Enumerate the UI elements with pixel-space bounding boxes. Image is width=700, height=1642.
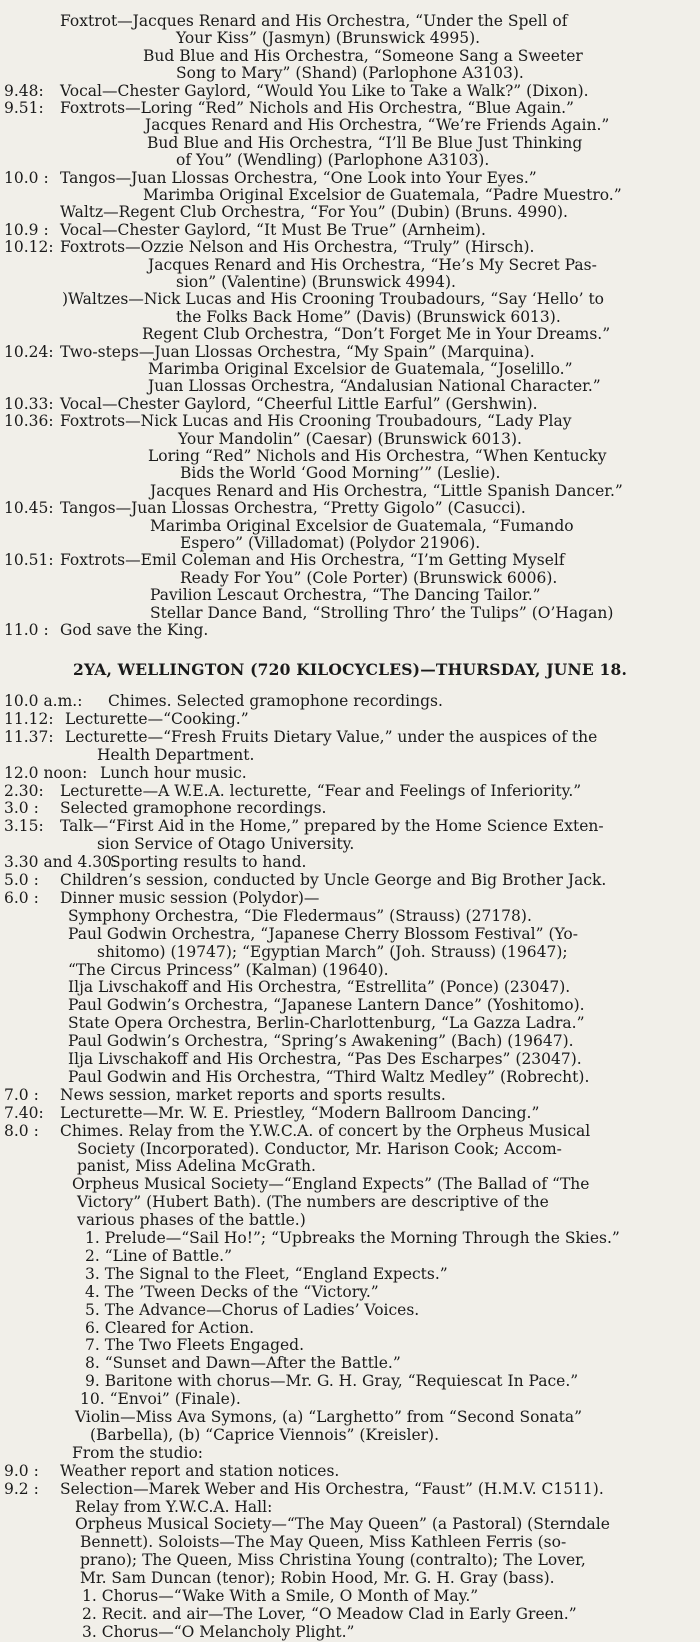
listing-text: Ready For You” (Cole Porter) (Brunswick 6006). bbox=[180, 568, 558, 587]
listing-text: Sporting results to hand. bbox=[110, 853, 307, 872]
time-stamp: 11.0 : bbox=[4, 621, 49, 639]
listing-text: Jacques Renard and His Orchestra, “We’re Friends Again.” bbox=[145, 116, 610, 135]
listing-text: )Waltzes—Nick Lucas and His Crooning Troubadours, “Say ‘Hello’ to bbox=[62, 290, 605, 309]
listing-text: Children’s session, conducted by Uncle George and Big Brother Jack. bbox=[60, 871, 607, 889]
listing-text: God save the King. bbox=[60, 621, 209, 639]
listing-text: 4. The ’Tween Decks of the “Victory.” bbox=[85, 1282, 379, 1301]
listing-text: sion Service of Otago University. bbox=[97, 835, 355, 854]
listing-text: Violin—Miss Ava Symons, (a) “Larghetto” from “Second Sonata” bbox=[75, 1408, 583, 1426]
time-stamp: 7.0 : bbox=[4, 1085, 39, 1104]
listing-text: Juan Llossas Orchestra, “Andalusian National Character.” bbox=[148, 377, 601, 396]
listing-text: panist, Miss Adelina McGrath. bbox=[77, 1157, 316, 1176]
time-stamp: 3.0 : bbox=[4, 799, 39, 818]
listing-text: Your Mandolin” (Caesar) (Brunswick 6013). bbox=[178, 429, 522, 448]
time-stamp: 9.2 : bbox=[4, 1479, 39, 1498]
listing-text: Jacques Renard and His Orchestra, “Little Spanish Dancer.” bbox=[150, 481, 623, 500]
listing-text: shitomo) (19747); “Egyptian March” (Joh. Strauss) (19647); bbox=[97, 942, 568, 961]
listing-text: 7. The Two Fleets Engaged. bbox=[85, 1336, 305, 1355]
listing-text: Paul Godwin’s Orchestra, “Spring’s Awakening” (Bach) (19647). bbox=[68, 1032, 574, 1051]
time-stamp: 10.12: bbox=[4, 238, 54, 257]
listing-text: Paul Godwin Orchestra, “Japanese Cherry Blossom Festival” (Yo- bbox=[68, 924, 578, 943]
time-stamp: 10.36: bbox=[4, 412, 54, 431]
listing-text: Bud Blue and His Orchestra, “I’ll Be Blue Just Thinking bbox=[147, 133, 583, 152]
listing-text: 10. “Envoi” (Finale). bbox=[80, 1390, 241, 1409]
listing-text: Espero” (Villadomat) (Polydor 21906). bbox=[180, 534, 481, 552]
listing-text: Chimes. Relay from the Y.W.C.A. of concert by the Orpheus Musical bbox=[60, 1121, 591, 1140]
listing-text: Waltz—Regent Club Orchestra, “For You” (Dubin) (Bruns. 4990). bbox=[60, 203, 568, 222]
listing-text: of You” (Wendling) (Parlophone A3103). bbox=[176, 151, 490, 170]
station-heading: 2YA, WELLINGTON (720 KILOCYCLES)—THURSDAY, JUNE 18. bbox=[72, 660, 628, 679]
time-stamp: 10.0 : bbox=[4, 168, 49, 187]
listing-text: Mr. Sam Duncan (tenor); Robin Hood, Mr. G. H. Gray (bass). bbox=[80, 1569, 555, 1588]
time-stamp: 2.30: bbox=[4, 781, 44, 800]
time-stamp: 10.24: bbox=[4, 342, 54, 361]
listing-text: Relay from Y.W.C.A. Hall: bbox=[75, 1497, 273, 1516]
time-stamp: 7.40: bbox=[4, 1103, 44, 1122]
listing-text: Loring “Red” Nichols and His Orchestra, “When Kentucky bbox=[148, 447, 607, 465]
listing-text: Foxtrots—Ozzie Nelson and His Orchestra, “Truly” (Hirsch). bbox=[60, 238, 535, 257]
listing-text: 1. Chorus—“Wake With a Smile, O Month of May.” bbox=[82, 1587, 479, 1605]
listing-text: 3. Chorus—“O Melancholy Plight.” bbox=[82, 1622, 355, 1641]
listing-text: Talk—“First Aid in the Home,” prepared by the Home Science Exten- bbox=[60, 817, 604, 836]
listing-text: Lecturette—Mr. W. E. Priestley, “Modern Ballroom Dancing.” bbox=[60, 1103, 540, 1122]
time-stamp: 10.9 : bbox=[4, 220, 49, 239]
listing-text: Marimba Original Excelsior de Guatemala, “Joselillo.” bbox=[148, 360, 573, 378]
listing-text: Tangos—Juan Llossas Orchestra, “One Look into Your Eyes.” bbox=[60, 168, 537, 187]
listing-text: Orpheus Musical Society—“The May Queen” (a Pastoral) (Sterndale bbox=[75, 1515, 610, 1534]
listing-text: Orpheus Musical Society—“England Expects” (The Ballad of “The bbox=[72, 1175, 590, 1194]
listing-text: Song to Mary” (Shand) (Parlophone A3103). bbox=[176, 64, 524, 83]
listing-text: Tangos—Juan Llossas Orchestra, “Pretty Gigolo” (Casucci). bbox=[60, 499, 526, 518]
listing-text: Stellar Dance Band, “Strolling Thro’ the Tulips” (O’Hagan) bbox=[150, 603, 614, 622]
listing-text: Victory” (Hubert Bath). (The numbers are descriptive of the bbox=[77, 1193, 549, 1212]
listing-text: Your Kiss” (Jasmyn) (Brunswick 4995). bbox=[176, 29, 481, 48]
time-stamp: 3.30 and 4.30: bbox=[4, 853, 118, 872]
time-stamp: 3.15: bbox=[4, 817, 44, 836]
listing-text: 1. Prelude—“Sail Ho!”; “Upbreaks the Morning Through the Skies.” bbox=[85, 1229, 620, 1247]
listing-text: various phases of the battle.) bbox=[77, 1211, 306, 1230]
listing-text: Weather report and station notices. bbox=[60, 1461, 340, 1480]
listing-text: “The Circus Princess” (Kalman) (19640). bbox=[68, 960, 389, 979]
time-stamp: 12.0 noon: bbox=[4, 763, 88, 782]
listing-text: Paul Godwin and His Orchestra, “Third Waltz Medley” (Robrecht). bbox=[68, 1067, 590, 1086]
listing-text: Paul Godwin’s Orchestra, “Japanese Lantern Dance” (Yoshitomo). bbox=[68, 996, 585, 1015]
time-stamp: 9.51: bbox=[4, 99, 44, 117]
time-stamp: 11.12: bbox=[4, 709, 54, 728]
listing-text: 3. The Signal to the Fleet, “England Expects.” bbox=[85, 1264, 448, 1283]
listing-text: 2. Recit. and air—The Lover, “O Meadow Clad in Early Green.” bbox=[82, 1604, 577, 1623]
listing-text: Symphony Orchestra, “Die Fledermaus” (Strauss) (27178). bbox=[68, 906, 532, 925]
listing-text: Bids the World ‘Good Morning’” (Leslie). bbox=[180, 464, 501, 483]
listing-text: 2. “Line of Battle.” bbox=[85, 1246, 233, 1265]
listing-text: News session, market reports and sports results. bbox=[60, 1085, 446, 1104]
listing-text: Bennett). Soloists—The May Queen, Miss Kathleen Ferris (so- bbox=[80, 1533, 567, 1552]
listing-text: Vocal—Chester Gaylord, “Cheerful Little Earful” (Gershwin). bbox=[60, 394, 538, 413]
listing-text: Ilja Livschakoff and His Orchestra, “Estrellita” (Ponce) (23047). bbox=[68, 978, 571, 997]
listing-text: Marimba Original Excelsior de Guatemala, “Padre Muestro.” bbox=[143, 186, 622, 204]
listing-text: 9. Baritone with chorus—Mr. G. H. Gray, “Requiescat In Pace.” bbox=[85, 1372, 579, 1391]
listing-text: Vocal—Chester Gaylord, “Would You Like to Take a Walk?” (Dixon). bbox=[60, 81, 589, 100]
listing-text: Selection—Marek Weber and His Orchestra, “Faust” (H.M.V. C1511). bbox=[60, 1479, 604, 1498]
time-stamp: 6.0 : bbox=[4, 888, 39, 907]
time-stamp: 10.51: bbox=[4, 551, 54, 570]
listing-text: prano); The Queen, Miss Christina Young (contralto); The Lover, bbox=[80, 1551, 586, 1570]
listing-text: Foxtrots—Loring “Red” Nichols and His Orchestra, “Blue Again.” bbox=[60, 99, 574, 117]
listing-text: Chimes. Selected gramophone recordings. bbox=[108, 692, 443, 710]
listing-text: 6. Cleared for Action. bbox=[85, 1318, 255, 1337]
listing-text: From the studio: bbox=[72, 1443, 204, 1462]
time-stamp: 10.0 a.m.: bbox=[4, 692, 83, 710]
listing-text: Dinner music session (Polydor)— bbox=[60, 888, 320, 907]
listing-text: Society (Incorporated). Conductor, Mr. Harison Cook; Accom- bbox=[77, 1139, 562, 1158]
listing-text: Foxtrot—Jacques Renard and His Orchestra, “Under the Spell of bbox=[60, 12, 568, 30]
listing-text: 5. The Advance—Chorus of Ladies’ Voices. bbox=[85, 1300, 420, 1319]
listing-text: Marimba Original Excelsior de Guatemala, “Fumando bbox=[150, 516, 574, 535]
time-stamp: 10.45: bbox=[4, 499, 54, 518]
listing-text: Jacques Renard and His Orchestra, “He’s My Secret Pas- bbox=[148, 255, 597, 274]
listing-text: Bud Blue and His Orchestra, “Someone Sang a Sweeter bbox=[143, 46, 583, 65]
listing-text: the Folks Back Home” (Davis) (Brunswick 6013). bbox=[176, 307, 561, 326]
listing-text: Ilja Livschakoff and His Orchestra, “Pas Des Escharpes” (23047). bbox=[68, 1050, 582, 1068]
time-stamp: 5.0 : bbox=[4, 871, 39, 889]
listing-text: Lecturette—“Fresh Fruits Dietary Value,” under the auspices of the bbox=[65, 727, 598, 746]
time-stamp: 8.0 : bbox=[4, 1121, 39, 1140]
listing-text: Vocal—Chester Gaylord, “It Must Be True” (Arnheim). bbox=[60, 220, 486, 239]
listing-text: Two-steps—Juan Llossas Orchestra, “My Spain” (Marquina). bbox=[60, 342, 535, 361]
listing-text: Lecturette—A W.E.A. lecturette, “Fear and Feelings of Inferiority.” bbox=[60, 781, 582, 800]
listing-text: 8. “Sunset and Dawn—After the Battle.” bbox=[85, 1354, 401, 1373]
time-stamp: 11.37: bbox=[4, 727, 54, 746]
listing-text: Regent Club Orchestra, “Don’t Forget Me in Your Dreams.” bbox=[142, 325, 611, 344]
listing-text: Health Department. bbox=[97, 745, 255, 764]
listing-text: Selected gramophone recordings. bbox=[60, 799, 327, 818]
listing-text: Pavilion Lescaut Orchestra, “The Dancing Tailor.” bbox=[150, 586, 541, 605]
time-stamp: 9.0 : bbox=[4, 1461, 39, 1480]
listing-text: (Barbella), (b) “Caprice Viennois” (Kreisler). bbox=[90, 1425, 440, 1444]
listing-text: sion” (Valentine) (Brunswick 4994). bbox=[176, 273, 456, 291]
listing-text: Foxtrots—Nick Lucas and His Crooning Troubadours, “Lady Play bbox=[60, 412, 572, 431]
listing-text: Lunch hour music. bbox=[100, 763, 247, 782]
listing-text: Lecturette—“Cooking.” bbox=[65, 709, 249, 728]
listing-text: State Opera Orchestra, Berlin-Charlottenburg, “La Gazza Ladra.” bbox=[68, 1014, 585, 1033]
listing-text: Foxtrots—Emil Coleman and His Orchestra, “I’m Getting Myself bbox=[60, 551, 565, 570]
time-stamp: 10.33: bbox=[4, 394, 54, 413]
time-stamp: 9.48: bbox=[4, 81, 44, 100]
